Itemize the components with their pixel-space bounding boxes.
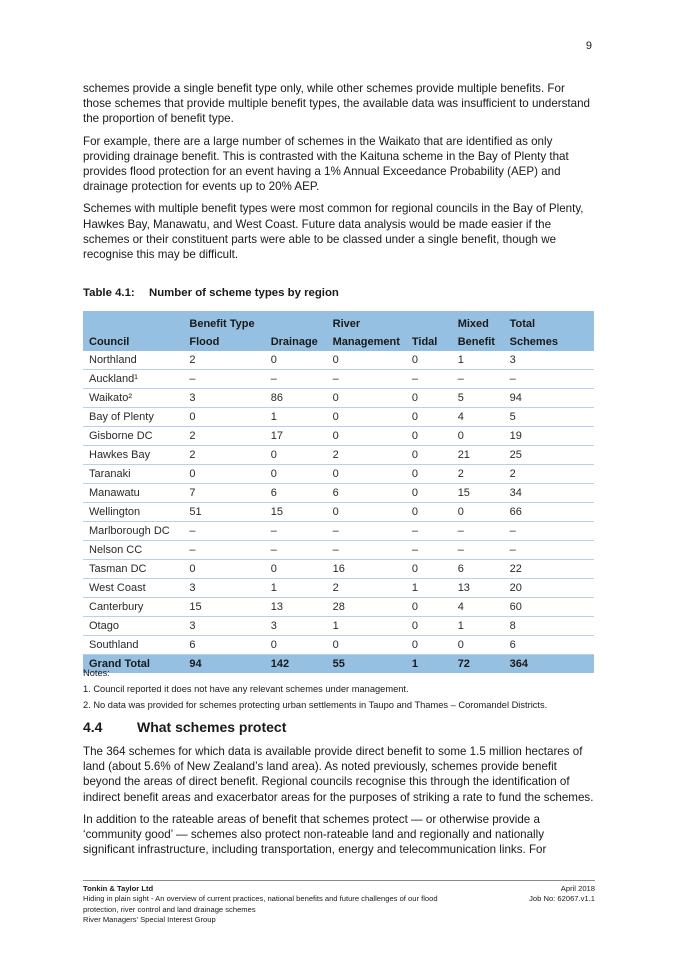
header-drainage: Drainage bbox=[265, 333, 327, 351]
cell-council: Wellington bbox=[83, 503, 183, 522]
footer-left bbox=[83, 884, 463, 926]
cell-drainage: 0 bbox=[265, 465, 327, 484]
cell-tidal: 0 bbox=[406, 560, 452, 579]
cell-drainage: 3 bbox=[265, 617, 327, 636]
section-title: What schemes protect bbox=[137, 719, 287, 735]
intro-paragraph-2: For example, there are a large number of schemes in the Waikato that are identified as only providing drainage benefit. This is contrasted with the Kaituna scheme in the Bay of Plenty that provides flood protection for an event having a 1% Annual Exceedance Probability (AEP) and drainage protection for events up to 20% AEP. bbox=[83, 134, 569, 194]
cell-flood: 2 bbox=[183, 446, 264, 465]
cell-mixed-benefit: – bbox=[452, 522, 504, 541]
cell-mixed-benefit: 2 bbox=[452, 465, 504, 484]
table-row bbox=[83, 389, 594, 408]
header-top-river: River bbox=[327, 311, 406, 333]
header-top-council bbox=[83, 311, 183, 333]
table-row bbox=[83, 598, 594, 617]
cell-river-management: 0 bbox=[327, 389, 406, 408]
cell-mixed-benefit: 1 bbox=[452, 617, 504, 636]
cell-tidal: 0 bbox=[406, 636, 452, 655]
cell-council: Nelson CC bbox=[83, 541, 183, 560]
header-mixed-benefit: Benefit bbox=[452, 333, 504, 351]
section-heading bbox=[83, 719, 286, 735]
cell-tidal: 0 bbox=[406, 351, 452, 370]
cell-council: Gisborne DC bbox=[83, 427, 183, 446]
cell-drainage: 86 bbox=[265, 389, 327, 408]
cell-mixed-benefit: 0 bbox=[452, 636, 504, 655]
cell-flood: 3 bbox=[183, 389, 264, 408]
cell-river-management: 0 bbox=[327, 408, 406, 427]
cell-drainage: – bbox=[265, 370, 327, 389]
cell-mixed-benefit: – bbox=[452, 370, 504, 389]
table-row bbox=[83, 541, 594, 560]
footer-right bbox=[529, 884, 595, 905]
header-total-schemes: Schemes bbox=[504, 333, 594, 351]
cell-council: Otago bbox=[83, 617, 183, 636]
cell-mixed-benefit: 13 bbox=[452, 579, 504, 598]
table-row bbox=[83, 617, 594, 636]
intro-paragraph-1: schemes provide a single benefit type only, while other schemes provide multiple benefits. For those schemes that provide multiple benefit types, the available data was insufficient to understand the proportion of benefit type. bbox=[83, 82, 590, 126]
cell-total-schemes: – bbox=[504, 370, 594, 389]
cell-mixed-benefit: 1 bbox=[452, 351, 504, 370]
total-cell-drainage: 142 bbox=[265, 655, 327, 674]
section-text bbox=[83, 744, 595, 864]
cell-mixed-benefit: 15 bbox=[452, 484, 504, 503]
section-number: 4.4 bbox=[83, 719, 103, 735]
cell-council: Canterbury bbox=[83, 598, 183, 617]
cell-council: Southland bbox=[83, 636, 183, 655]
table-header-row-top bbox=[83, 311, 594, 333]
table-caption-number: Table 4.1: bbox=[83, 287, 135, 299]
cell-river-management: 6 bbox=[327, 484, 406, 503]
cell-flood: – bbox=[183, 522, 264, 541]
cell-total-schemes: 22 bbox=[504, 560, 594, 579]
footer-date: April 2018 bbox=[560, 884, 595, 893]
cell-mixed-benefit: 0 bbox=[452, 503, 504, 522]
note-1: 1. Council reported it does not have any relevant schemes under management. bbox=[83, 684, 409, 694]
table-row bbox=[83, 351, 594, 370]
cell-drainage: 0 bbox=[265, 560, 327, 579]
total-cell-flood: 94 bbox=[183, 655, 264, 674]
cell-total-schemes: 34 bbox=[504, 484, 594, 503]
cell-total-schemes: 6 bbox=[504, 636, 594, 655]
cell-drainage: 0 bbox=[265, 351, 327, 370]
footer-report-title: Hiding in plain sight - An overview of current practices, national benefits and future challenges of our flood protection, river control and land drainage schemes bbox=[83, 894, 438, 914]
header-council: Council bbox=[83, 333, 183, 351]
table-row bbox=[83, 408, 594, 427]
cell-total-schemes: 2 bbox=[504, 465, 594, 484]
cell-council: Manawatu bbox=[83, 484, 183, 503]
footer-client: River Managers’ Special Interest Group bbox=[83, 915, 216, 925]
cell-council: Tasman DC bbox=[83, 560, 183, 579]
cell-drainage: 17 bbox=[265, 427, 327, 446]
cell-river-management: 28 bbox=[327, 598, 406, 617]
table-row bbox=[83, 503, 594, 522]
cell-tidal: 0 bbox=[406, 503, 452, 522]
cell-tidal: – bbox=[406, 522, 452, 541]
cell-total-schemes: – bbox=[504, 541, 594, 560]
cell-drainage: 0 bbox=[265, 636, 327, 655]
total-cell-river-management: 55 bbox=[327, 655, 406, 674]
cell-council: Northland bbox=[83, 351, 183, 370]
cell-flood: 2 bbox=[183, 351, 264, 370]
table-caption bbox=[83, 287, 339, 299]
cell-tidal: 0 bbox=[406, 617, 452, 636]
cell-mixed-benefit: 4 bbox=[452, 598, 504, 617]
cell-total-schemes: 8 bbox=[504, 617, 594, 636]
cell-river-management: 2 bbox=[327, 446, 406, 465]
cell-flood: 6 bbox=[183, 636, 264, 655]
table-notes bbox=[83, 665, 547, 713]
cell-tidal: – bbox=[406, 541, 452, 560]
table-row bbox=[83, 579, 594, 598]
cell-drainage: 0 bbox=[265, 446, 327, 465]
cell-mixed-benefit: 6 bbox=[452, 560, 504, 579]
cell-mixed-benefit: 4 bbox=[452, 408, 504, 427]
cell-total-schemes: 19 bbox=[504, 427, 594, 446]
cell-river-management: 1 bbox=[327, 617, 406, 636]
header-river-management: Management bbox=[327, 333, 406, 351]
cell-flood: – bbox=[183, 541, 264, 560]
header-top-mixed: Mixed bbox=[452, 311, 504, 333]
header-flood: Flood bbox=[183, 333, 264, 351]
scheme-types-table bbox=[83, 311, 594, 673]
cell-flood: 15 bbox=[183, 598, 264, 617]
header-top-total: Total bbox=[504, 311, 594, 333]
cell-council: Auckland¹ bbox=[83, 370, 183, 389]
cell-drainage: – bbox=[265, 541, 327, 560]
cell-tidal: 0 bbox=[406, 484, 452, 503]
table-row bbox=[83, 465, 594, 484]
cell-tidal: 0 bbox=[406, 427, 452, 446]
cell-flood: 7 bbox=[183, 484, 264, 503]
cell-river-management: – bbox=[327, 541, 406, 560]
total-cell-total-schemes: 364 bbox=[504, 655, 594, 674]
cell-tidal: 0 bbox=[406, 408, 452, 427]
table-row bbox=[83, 427, 594, 446]
cell-tidal: 0 bbox=[406, 598, 452, 617]
cell-flood: 0 bbox=[183, 408, 264, 427]
table-row bbox=[83, 560, 594, 579]
cell-flood: 51 bbox=[183, 503, 264, 522]
cell-river-management: – bbox=[327, 522, 406, 541]
cell-tidal: 0 bbox=[406, 446, 452, 465]
cell-council: Marlborough DC bbox=[83, 522, 183, 541]
intro-text bbox=[83, 81, 595, 269]
cell-council: Bay of Plenty bbox=[83, 408, 183, 427]
cell-river-management: 0 bbox=[327, 427, 406, 446]
cell-total-schemes: 66 bbox=[504, 503, 594, 522]
header-top-flood: Benefit Type bbox=[183, 311, 264, 333]
table-row bbox=[83, 446, 594, 465]
cell-river-management: 0 bbox=[327, 636, 406, 655]
cell-flood: 0 bbox=[183, 465, 264, 484]
cell-flood: – bbox=[183, 370, 264, 389]
cell-drainage: 6 bbox=[265, 484, 327, 503]
cell-council: Hawkes Bay bbox=[83, 446, 183, 465]
cell-total-schemes: 20 bbox=[504, 579, 594, 598]
footer-company: Tonkin & Taylor Ltd bbox=[83, 884, 154, 893]
cell-total-schemes: 3 bbox=[504, 351, 594, 370]
cell-mixed-benefit: 5 bbox=[452, 389, 504, 408]
cell-drainage: 1 bbox=[265, 579, 327, 598]
header-tidal: Tidal bbox=[406, 333, 452, 351]
cell-mixed-benefit: – bbox=[452, 541, 504, 560]
cell-flood: 3 bbox=[183, 579, 264, 598]
cell-river-management: 16 bbox=[327, 560, 406, 579]
cell-drainage: 13 bbox=[265, 598, 327, 617]
cell-river-management: – bbox=[327, 370, 406, 389]
footer-divider bbox=[83, 880, 595, 881]
cell-flood: 2 bbox=[183, 427, 264, 446]
note-2: 2. No data was provided for schemes protecting urban settlements in Taupo and Thames – Coromandel Districts. bbox=[83, 700, 548, 710]
table-row bbox=[83, 484, 594, 503]
table-row bbox=[83, 522, 594, 541]
cell-river-management: 0 bbox=[327, 503, 406, 522]
cell-council: Waikato² bbox=[83, 389, 183, 408]
cell-drainage: 1 bbox=[265, 408, 327, 427]
cell-river-management: 0 bbox=[327, 351, 406, 370]
table-caption-title: Number of scheme types by region bbox=[149, 287, 339, 299]
cell-tidal: 0 bbox=[406, 465, 452, 484]
footer-job-number: Job No: 62067.v1.1 bbox=[529, 894, 595, 904]
cell-tidal: 1 bbox=[406, 579, 452, 598]
cell-total-schemes: 94 bbox=[504, 389, 594, 408]
cell-mixed-benefit: 21 bbox=[452, 446, 504, 465]
header-top-tidal bbox=[406, 311, 452, 333]
notes-heading: Notes: bbox=[83, 668, 110, 678]
total-cell-tidal: 1 bbox=[406, 655, 452, 674]
cell-total-schemes: – bbox=[504, 522, 594, 541]
section-paragraph-2: In addition to the rateable areas of benefit that schemes protect — or otherwise provide a ‘community good’ — schemes also protect non-rateable land and regionally and nationally significant infrastructure, including transportation, energy and telecommunication links. For bbox=[83, 812, 547, 857]
cell-flood: 3 bbox=[183, 617, 264, 636]
intro-paragraph-3: Schemes with multiple benefit types were most common for regional councils in the Bay of Plenty, Hawkes Bay, Manawatu, and West Coast. Future data analysis would be made easier if the schemes or their constituent parts were able to be classed under a single benefit, though we recognise this may be difficult. bbox=[83, 202, 584, 262]
cell-flood: 0 bbox=[183, 560, 264, 579]
cell-mixed-benefit: 0 bbox=[452, 427, 504, 446]
header-top-drainage bbox=[265, 311, 327, 333]
cell-total-schemes: 5 bbox=[504, 408, 594, 427]
cell-river-management: 2 bbox=[327, 579, 406, 598]
cell-total-schemes: 60 bbox=[504, 598, 594, 617]
cell-drainage: 15 bbox=[265, 503, 327, 522]
cell-drainage: – bbox=[265, 522, 327, 541]
table-row bbox=[83, 370, 594, 389]
page-number: 9 bbox=[585, 40, 592, 52]
table-header-row-bottom bbox=[83, 333, 594, 351]
total-cell-council: Grand Total bbox=[83, 655, 183, 674]
cell-council: West Coast bbox=[83, 579, 183, 598]
total-cell-mixed-benefit: 72 bbox=[452, 655, 504, 674]
table-row bbox=[83, 636, 594, 655]
cell-tidal: 0 bbox=[406, 389, 452, 408]
cell-river-management: 0 bbox=[327, 465, 406, 484]
cell-total-schemes: 25 bbox=[504, 446, 594, 465]
cell-council: Taranaki bbox=[83, 465, 183, 484]
section-paragraph-1: The 364 schemes for which data is available provide direct benefit to some 1.5 million hectares of land (about 5.6% of New Zealand’s land area). As noted previously, schemes provide benefit beyond the areas of direct benefit. Regional councils recognise this through the identification of indirect benefit areas and exacerbator areas for the purposes of striking a rate to fund the schemes. bbox=[83, 745, 594, 804]
cell-tidal: – bbox=[406, 370, 452, 389]
